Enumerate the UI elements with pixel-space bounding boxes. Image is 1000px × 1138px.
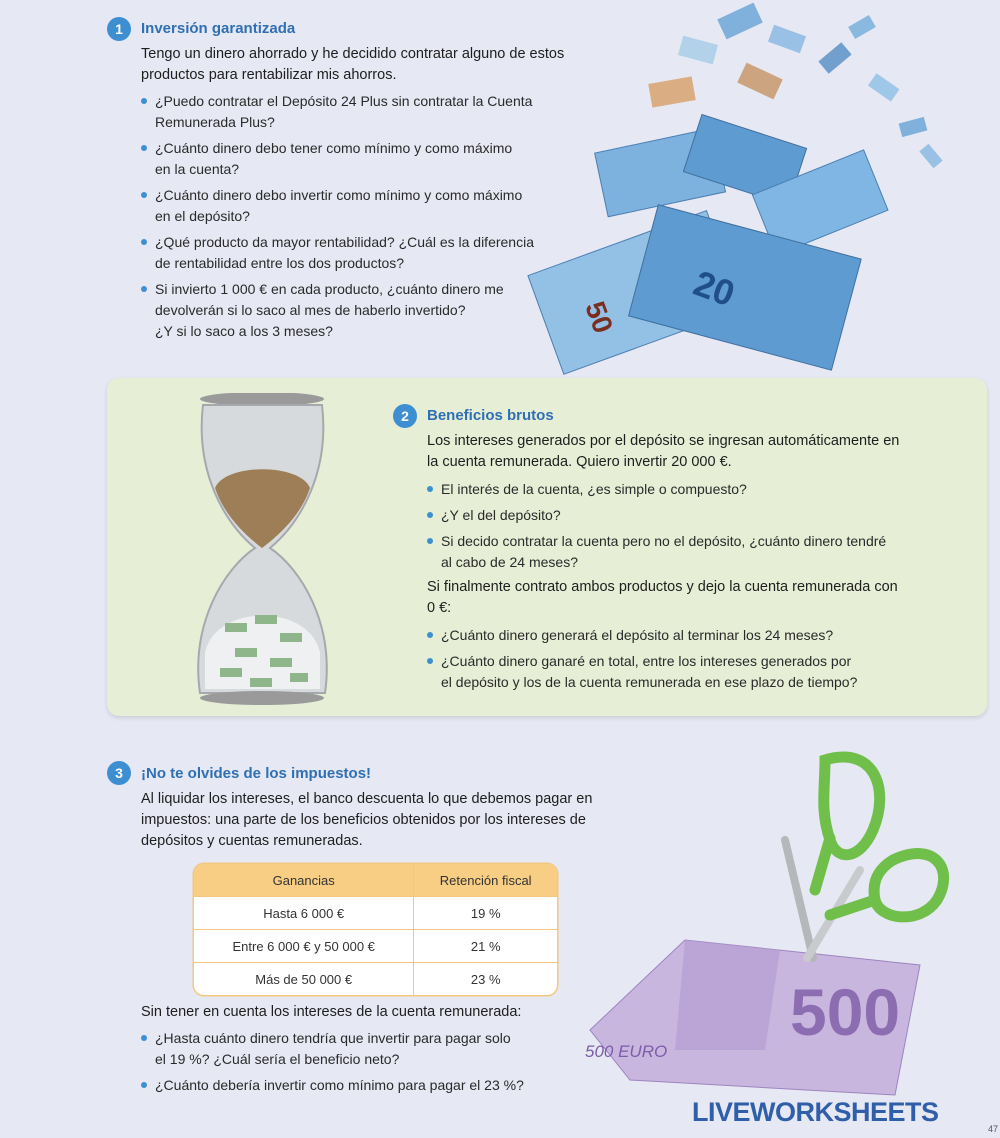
table-cell: Más de 50 000 € xyxy=(194,963,414,996)
table-row xyxy=(194,897,557,930)
section-3-intro: Al liquidar los intereses, el banco descuenta lo que debemos pagar en impuestos: una parte de los beneficios obtenidos por los intereses de depósitos y cuentas remuneradas. xyxy=(141,791,593,849)
question-item: ¿Y el del depósito? xyxy=(427,505,917,526)
brand-text: LIVEWORKSHEETS xyxy=(692,1097,939,1127)
liveworksheets-logo xyxy=(692,1097,939,1128)
section-2-intro-2: Si finalmente contrato ambos productos y dejo la cuenta remunerada con 0 €: xyxy=(427,579,898,616)
tax-retention-table xyxy=(194,864,557,995)
section-1-title: Inversión garantizada xyxy=(141,20,296,37)
table-cell: Entre 6 000 € y 50 000 € xyxy=(194,930,414,963)
section-3-number: 3 xyxy=(107,761,131,785)
hourglass-coins-image xyxy=(185,393,340,705)
table-row xyxy=(194,963,557,996)
question-item: ¿Cuánto debería invertir como mínimo para pagar el 23 %? xyxy=(141,1075,561,1096)
section-3-title: ¡No te olvides de los impuestos! xyxy=(141,765,372,782)
section-1-intro: Tengo un dinero ahorrado y he decidido contratar alguno de estos productos para rentabilizar mis ahorros. xyxy=(141,46,565,83)
table-header: Ganancias xyxy=(194,864,414,897)
banknote-500-label: 500 EURO xyxy=(585,1042,668,1061)
section-2-intro: Los intereses generados por el depósito se ingresan automáticamente en la cuenta remunerada. Quiero invertir 20 000 €. xyxy=(427,433,900,470)
flying-banknotes-image xyxy=(520,0,950,405)
table-row xyxy=(194,930,557,963)
table-cell: 23 % xyxy=(414,963,557,996)
question-item: ¿Cuánto dinero ganaré en total, entre los intereses generados por el depósito y los de la cuenta remunerada en ese plazo de tiempo? xyxy=(427,651,917,693)
table-cell: 21 % xyxy=(414,930,557,963)
svg-text:20: 20 xyxy=(688,262,741,315)
question-item: ¿Hasta cuánto dinero tendría que invertir para pagar solo el 19 %? ¿Cuál sería el beneficio neto? xyxy=(141,1028,561,1070)
section-2-questions xyxy=(427,479,917,578)
section-2-title: Beneficios brutos xyxy=(427,407,554,424)
question-item: El interés de la cuenta, ¿es simple o compuesto? xyxy=(427,479,917,500)
question-item: ¿Cuánto dinero generará el depósito al terminar los 24 meses? xyxy=(427,625,917,646)
section-2-number: 2 xyxy=(393,404,417,428)
section-3-intro-2: Sin tener en cuenta los intereses de la cuenta remunerada: xyxy=(141,1004,522,1020)
section-3-questions xyxy=(141,1028,561,1101)
question-item: ¿Cuánto dinero debo invertir como mínimo y como máximo en el depósito? xyxy=(141,185,561,227)
section-1-number: 1 xyxy=(107,17,131,41)
question-item: Si invierto 1 000 € en cada producto, ¿cuánto dinero me devolverán si lo saco al mes de haberlo invertido? ¿Y si lo saco a los 3 meses? xyxy=(141,279,561,342)
question-item: Si decido contratar la cuenta pero no el depósito, ¿cuánto dinero tendré al cabo de 24 meses? xyxy=(427,531,917,573)
section-2-questions-2 xyxy=(427,625,917,698)
table-cell: Hasta 6 000 € xyxy=(194,897,414,930)
banknote-500-text: 500 xyxy=(790,975,901,1049)
table-header: Retención fiscal xyxy=(414,864,557,897)
page-number: 47 xyxy=(988,1124,999,1134)
scissors-banknote-image xyxy=(575,750,975,1100)
section-1-questions xyxy=(141,91,561,347)
question-item: ¿Puedo contratar el Depósito 24 Plus sin contratar la Cuenta Remunerada Plus? xyxy=(141,91,561,133)
question-item: ¿Qué producto da mayor rentabilidad? ¿Cuál es la diferencia de rentabilidad entre los dos productos? xyxy=(141,232,561,274)
svg-text:50: 50 xyxy=(579,297,620,338)
question-item: ¿Cuánto dinero debo tener como mínimo y como máximo en la cuenta? xyxy=(141,138,561,180)
table-cell: 19 % xyxy=(414,897,557,930)
